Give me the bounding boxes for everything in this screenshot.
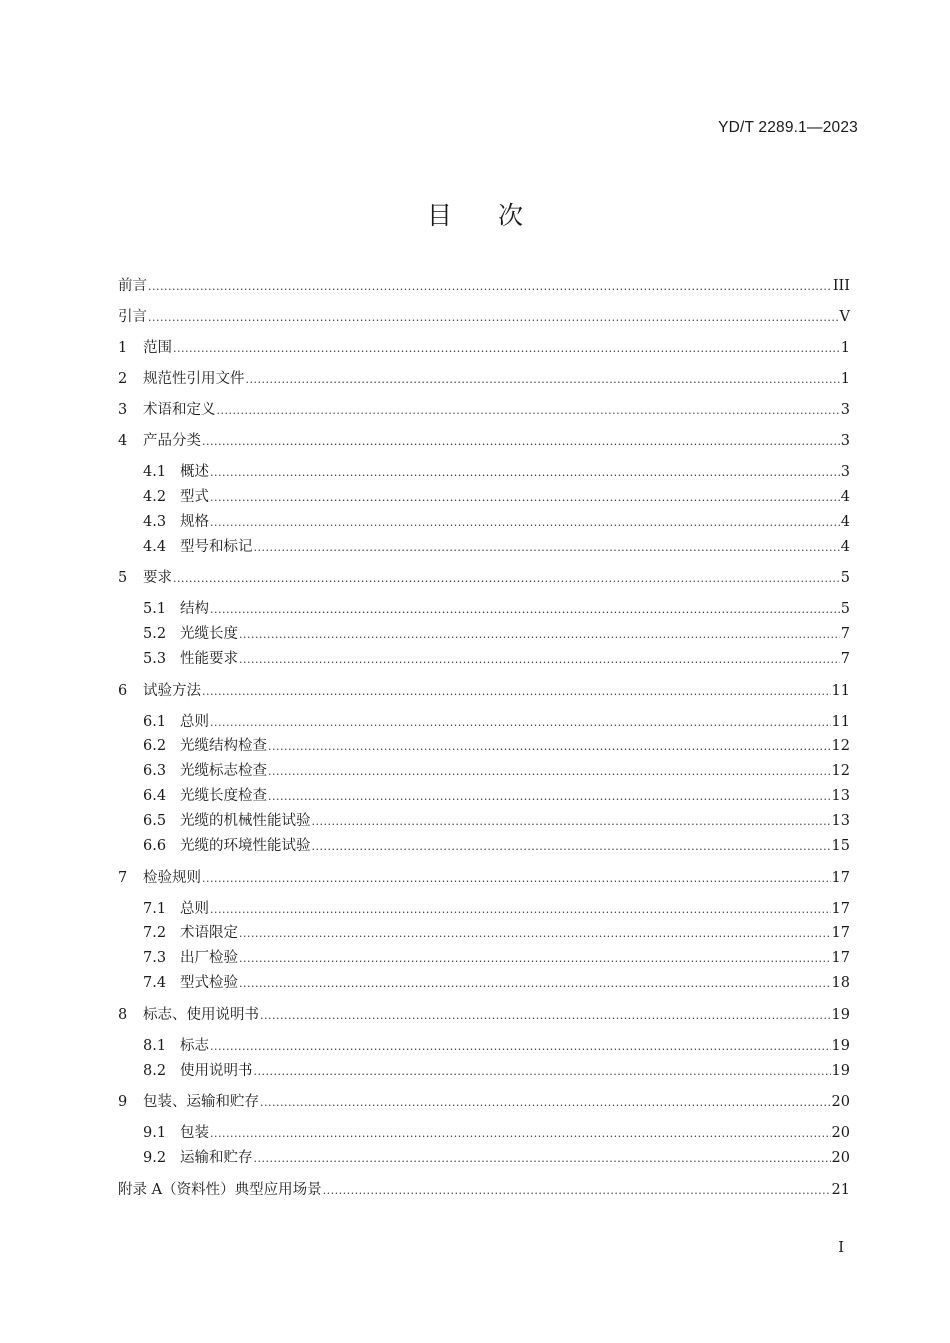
toc-entry-number: 7.4 [143, 975, 167, 992]
toc-entry[interactable] [118, 462, 850, 483]
toc-entry-label: 产品分类 [143, 433, 201, 449]
toc-dot-leader [173, 569, 840, 589]
toc-entry[interactable] [118, 1005, 850, 1026]
toc-entry[interactable] [118, 338, 850, 359]
toc-entry-number: 4.3 [143, 513, 167, 530]
toc-entry-page: 3 [840, 464, 850, 480]
toc-entry-label: 总则 [180, 900, 209, 917]
toc-entry[interactable] [118, 649, 850, 670]
toc-entry-label: 性能要求 [180, 651, 238, 667]
toc-entry-number: 4 [118, 433, 128, 449]
toc-entry-label: 总则 [180, 713, 209, 730]
toc-dot-leader [239, 650, 840, 670]
toc-entry-page: 18 [831, 975, 850, 992]
toc-dot-leader [210, 600, 840, 620]
toc-entry-page: 1 [840, 340, 850, 356]
page-number: I [838, 1240, 844, 1256]
toc-dot-leader [202, 682, 831, 702]
toc-entry-number: 8 [118, 1006, 128, 1023]
toc-entry-page: 17 [831, 869, 850, 886]
toc-entry-page: 15 [831, 838, 850, 854]
toc-entry[interactable] [118, 681, 850, 702]
toc-entry-label: 光缆的机械性能试验 [180, 813, 311, 830]
toc-entry-label: 附录 A（资料性）典型应用场景 [118, 1181, 322, 1198]
toc-entry-number: 3 [118, 402, 128, 418]
toc-entry-number: 4.1 [143, 464, 167, 480]
toc-entry-page: 19 [831, 1006, 850, 1023]
toc-entry-page: 7 [840, 651, 850, 667]
toc-entry-number: 8.2 [143, 1062, 167, 1079]
toc-entry-number: 2 [118, 371, 128, 387]
toc-entry-page: 20 [831, 1150, 850, 1166]
toc-dot-leader [210, 1124, 831, 1144]
toc-entry-label: 试验方法 [143, 682, 201, 699]
toc-entry-number: 6.1 [143, 713, 167, 730]
toc-dot-leader [210, 900, 831, 920]
toc-entry[interactable] [118, 811, 850, 832]
toc-entry-page: 13 [831, 788, 850, 805]
toc-entry-label: 光缆标志检查 [180, 763, 267, 780]
toc-entry-number: 7.1 [143, 900, 167, 917]
toc-title-char-2: 次 [498, 201, 524, 230]
toc-entry[interactable] [118, 537, 850, 558]
toc-entry-label: 光缆的环境性能试验 [180, 838, 311, 854]
toc-dot-leader [312, 812, 831, 832]
toc-entry-label: 概述 [180, 464, 209, 480]
toc-entry-label: 光缆长度检查 [180, 788, 267, 805]
toc-entry-number: 9 [118, 1094, 128, 1111]
toc-entry-page: 4 [840, 538, 850, 555]
toc-entry-label: 出厂检验 [180, 950, 238, 967]
toc-entry-label: 包装 [180, 1125, 209, 1142]
toc-entry-label: 规格 [180, 513, 209, 530]
toc-entry-label: 型式 [180, 488, 209, 505]
toc-dot-leader [202, 869, 831, 889]
toc-entry-number: 6.6 [143, 838, 167, 854]
toc-dot-leader [323, 1181, 831, 1201]
toc-entry[interactable] [118, 276, 850, 297]
toc-entry-number: 5 [118, 570, 128, 587]
toc-entry[interactable] [118, 736, 850, 757]
toc-entry-number: 7.2 [143, 925, 167, 942]
toc-entry-label: 检验规则 [143, 869, 201, 886]
toc-entry[interactable] [118, 973, 850, 994]
toc-dot-leader [148, 277, 832, 297]
toc-dot-leader [210, 1037, 831, 1057]
toc-entry[interactable] [118, 487, 850, 508]
toc-entry-label: 光缆结构检查 [180, 738, 267, 755]
toc-entry-label: 标志 [180, 1037, 209, 1054]
toc-entry[interactable] [118, 1092, 850, 1113]
toc-dot-leader [246, 370, 840, 390]
toc-entry[interactable] [118, 948, 850, 969]
toc-entry-page: 20 [831, 1125, 850, 1142]
toc-entry[interactable] [118, 1061, 850, 1082]
toc-entry[interactable] [118, 836, 850, 857]
toc-dot-leader [312, 837, 831, 857]
toc-dot-leader [148, 308, 839, 328]
toc-entry-page: 19 [831, 1037, 850, 1054]
toc-entry[interactable] [118, 786, 850, 807]
toc-dot-leader [254, 1062, 831, 1082]
toc-entry[interactable] [118, 568, 850, 589]
toc-entry-number: 6.5 [143, 813, 167, 830]
toc-dot-leader [210, 488, 840, 508]
toc-entry-label: 结构 [180, 601, 209, 618]
toc-entry-number: 9.2 [143, 1150, 167, 1166]
toc-entry-page: 17 [831, 925, 850, 942]
toc-entry[interactable] [118, 599, 850, 620]
toc-dot-leader [268, 762, 831, 782]
toc-entry[interactable] [118, 431, 850, 452]
toc-entry-page: 3 [840, 402, 850, 418]
toc-dot-leader [239, 625, 840, 645]
toc-entry-page: 5 [840, 570, 850, 587]
toc-entry-page: III [832, 278, 850, 294]
toc-entry[interactable] [118, 369, 850, 390]
toc-dot-leader [254, 1149, 831, 1169]
toc-dot-leader [254, 538, 840, 558]
toc-entry-label: 包装、运输和贮存 [143, 1094, 259, 1111]
toc-entry-page: 11 [831, 713, 850, 730]
toc-entry-number: 5.2 [143, 626, 167, 643]
toc-entry-page: 3 [840, 433, 850, 449]
toc-dot-leader [239, 974, 831, 994]
toc-entry-label: 使用说明书 [180, 1062, 253, 1079]
toc-entry[interactable] [118, 400, 850, 421]
toc-title-char-1: 目 [426, 201, 452, 230]
toc-entry-label: 术语和定义 [143, 402, 216, 418]
toc-entry-label: 范围 [143, 340, 172, 356]
toc-entry-label: 光缆长度 [180, 626, 238, 643]
toc-entry-number: 7.3 [143, 950, 167, 967]
toc-dot-leader [217, 401, 840, 421]
toc-entry[interactable] [118, 307, 850, 328]
toc-entry[interactable] [118, 1123, 850, 1144]
toc-entry-number: 1 [118, 340, 128, 356]
toc-entry-number: 6.3 [143, 763, 167, 780]
toc-entry-number: 8.1 [143, 1037, 167, 1054]
toc-dot-leader [268, 787, 831, 807]
toc-entry-page: V [839, 309, 850, 325]
toc-entry-page: 19 [831, 1062, 850, 1079]
toc-entry-label: 规范性引用文件 [143, 371, 245, 387]
toc-entry-page: 4 [840, 488, 850, 505]
toc-entry-number: 4.2 [143, 488, 167, 505]
toc-dot-leader [173, 339, 840, 359]
toc-entry-number: 4.4 [143, 538, 167, 555]
toc-dot-leader [210, 713, 831, 733]
toc-title [0, 196, 950, 232]
toc-entry-page: 17 [831, 900, 850, 917]
toc-entry-page: 17 [831, 950, 850, 967]
toc-entry-page: 7 [840, 626, 850, 643]
toc-entry-page: 4 [840, 513, 850, 530]
toc-entry[interactable] [118, 1036, 850, 1057]
toc-entry[interactable] [118, 899, 850, 920]
toc-entry-label: 前言 [118, 278, 147, 294]
toc-entry-number: 5.1 [143, 601, 167, 618]
toc-entry-page: 1 [840, 371, 850, 387]
toc-dot-leader [239, 924, 831, 944]
toc-entry-number: 5.3 [143, 651, 167, 667]
toc-entry-page: 20 [831, 1094, 850, 1111]
toc-entry-label: 术语限定 [180, 925, 238, 942]
toc-entry[interactable] [118, 712, 850, 733]
toc-entry[interactable] [118, 761, 850, 782]
toc-dot-leader [239, 949, 831, 969]
toc-entry[interactable] [118, 512, 850, 533]
toc-entry-number: 6 [118, 682, 128, 699]
document-code: YD/T 2289.1—2023 [718, 119, 858, 136]
toc-entry-page: 5 [840, 601, 850, 618]
toc-entry-page: 13 [831, 813, 850, 830]
toc-entry-number: 6.2 [143, 738, 167, 755]
toc-entry-page: 11 [831, 682, 850, 699]
toc-entry-page: 12 [831, 763, 850, 780]
toc-dot-leader [260, 1006, 831, 1026]
toc-entry[interactable] [118, 868, 850, 889]
toc-entry-label: 型式检验 [180, 975, 238, 992]
toc-dot-leader [268, 737, 831, 757]
toc-dot-leader [202, 432, 840, 452]
toc-dot-leader [210, 463, 840, 483]
toc-entry-label: 引言 [118, 309, 147, 325]
toc-entry[interactable] [118, 624, 850, 645]
toc-entry-page: 12 [831, 738, 850, 755]
toc-entry-label: 标志、使用说明书 [143, 1006, 259, 1023]
toc-entry-label: 型号和标记 [180, 538, 253, 555]
toc-entry[interactable] [118, 1148, 850, 1169]
toc-dot-leader [210, 513, 840, 533]
toc-entry-label: 运输和贮存 [180, 1150, 253, 1166]
toc-entry-number: 7 [118, 869, 128, 886]
toc-entry[interactable] [118, 1180, 850, 1201]
toc-entry-number: 6.4 [143, 788, 167, 805]
toc-entry-page: 21 [831, 1181, 850, 1198]
toc-entry[interactable] [118, 923, 850, 944]
toc-entry-number: 9.1 [143, 1125, 167, 1142]
toc-entry-label: 要求 [143, 570, 172, 587]
toc-dot-leader [260, 1093, 831, 1113]
